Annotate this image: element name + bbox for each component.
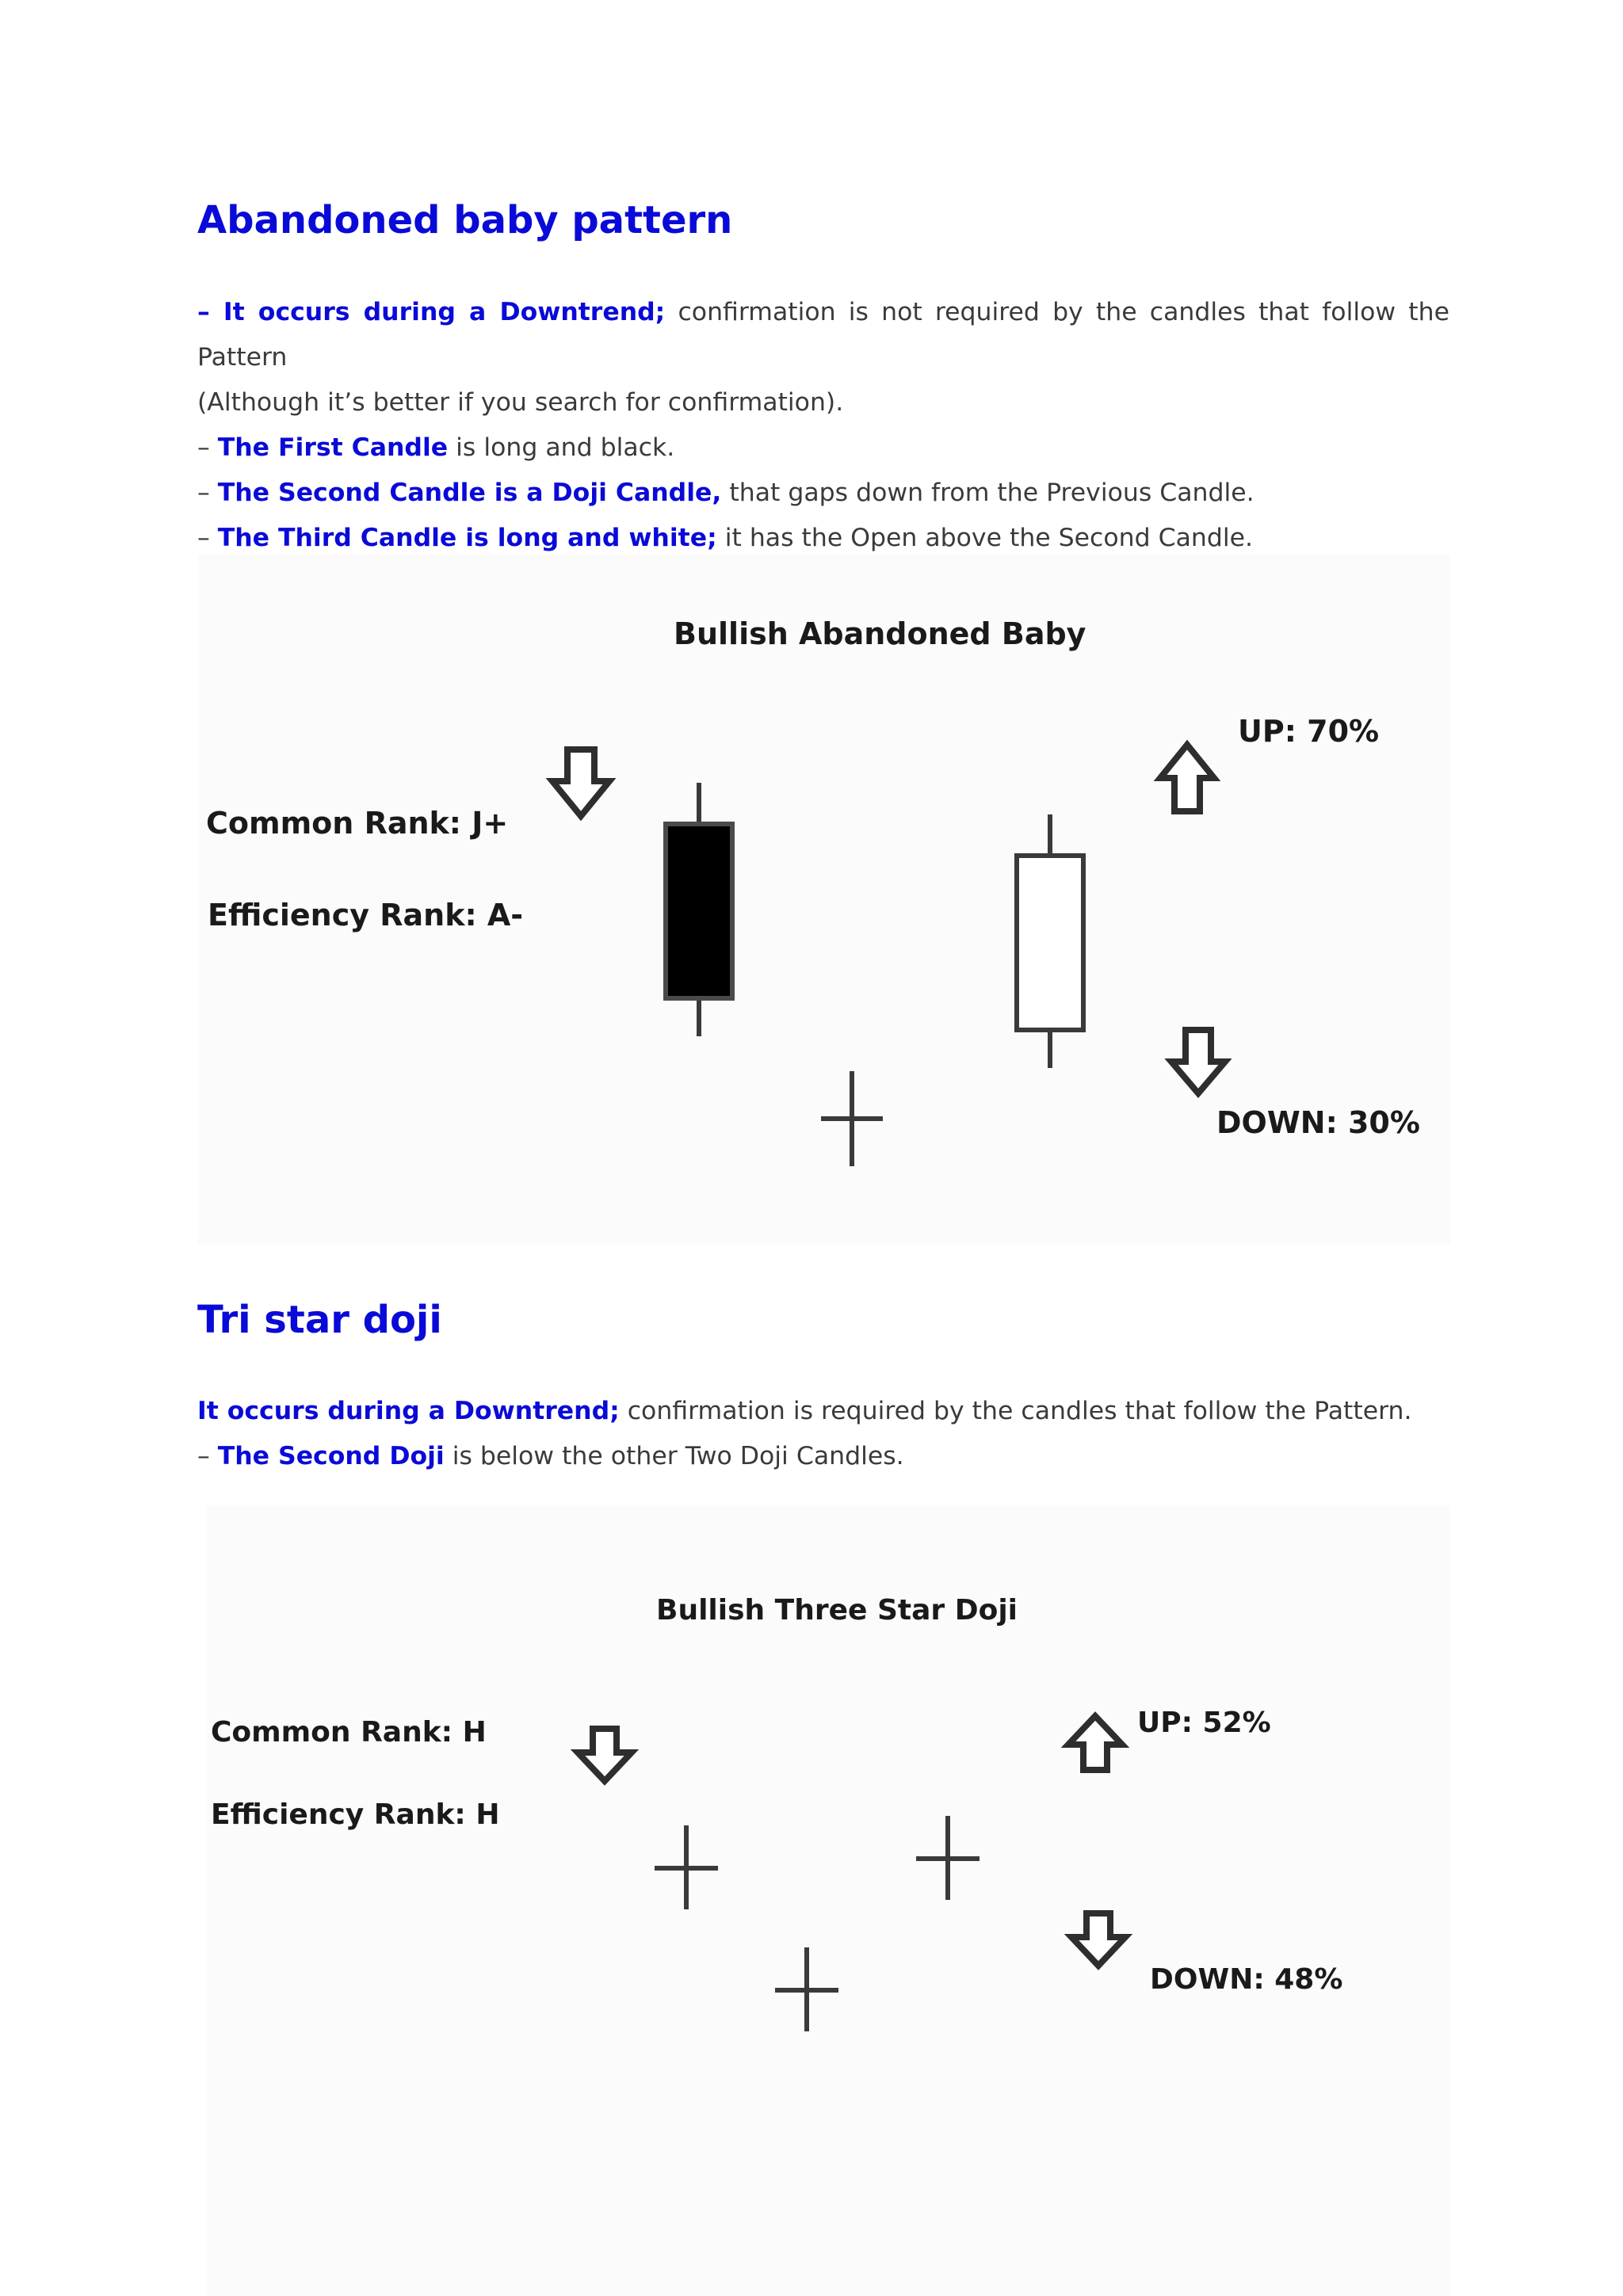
body-line: – It occurs during a Downtrend; confirmation is not required by the candles that follow the Pattern [197,298,1449,372]
up-percent-label: UP: 52% [1137,1707,1271,1739]
down-percent-label: DOWN: 30% [1216,1105,1420,1140]
body-line: – The First Candle is long and black. [197,433,675,462]
doji-candle [655,1825,718,1909]
body-line: It occurs during a Downtrend; confirmation is required by the candles that follow the Pattern. [197,1397,1412,1425]
body-line: (Although it’s better if you search for confirmation). [197,388,844,417]
body-line: – The Second Candle is a Doji Candle, that gaps down from the Previous Candle. [197,479,1254,507]
section-heading-abandoned-baby: Abandoned baby pattern [197,198,733,242]
up-arrow-icon [1068,1716,1122,1770]
doji-candle [775,1947,838,2031]
doji-candle [821,1071,883,1166]
efficiency-rank-label: Efficiency Rank: A- [208,898,524,933]
figure-bullish-three-star-doji [206,1505,1450,2296]
black-candle [666,783,732,1036]
down-arrow-icon [578,1729,632,1781]
down-arrow-icon [1071,1913,1125,1966]
efficiency-rank-label: Efficiency Rank: H [211,1798,500,1831]
down-arrow-icon [1171,1030,1225,1093]
down-percent-label: DOWN: 48% [1150,1963,1343,1996]
section-body-abandoned-baby [197,290,1449,561]
up-arrow-icon [1160,745,1214,811]
white-candle [1017,814,1083,1068]
section-body-tri-star-doji [197,1389,1449,1479]
body-line: – The Second Doji is below the other Two Doji Candles. [197,1442,904,1470]
down-arrow-icon [552,749,609,816]
figure-title: Bullish Abandoned Baby [674,616,1086,651]
doji-candle [916,1816,980,1900]
common-rank-label: Common Rank: H [211,1716,487,1749]
figure-title: Bullish Three Star Doji [656,1594,1018,1627]
up-percent-label: UP: 70% [1238,714,1380,749]
section-heading-tri-star-doji: Tri star doji [197,1298,442,1342]
body-line: – The Third Candle is long and white; it has the Open above the Second Candle. [197,524,1254,552]
common-rank-label: Common Rank: J+ [206,806,509,841]
figure-bullish-abandoned-baby [198,555,1450,1244]
